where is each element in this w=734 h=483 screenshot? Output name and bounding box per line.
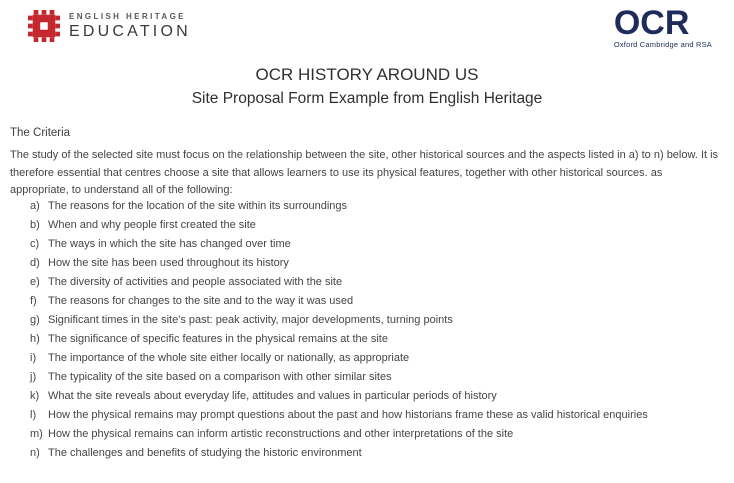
list-item-label: h) xyxy=(30,333,40,345)
list-item-text: What the site reveals about everyday life, attitudes and values in particular periods of history xyxy=(48,390,497,402)
list-item-text: The importance of the whole site either locally or nationally, as appropriate xyxy=(48,352,410,364)
list-item xyxy=(30,314,730,333)
list-item-label: c) xyxy=(30,238,40,250)
list-item xyxy=(30,295,730,314)
list-item-label: a) xyxy=(30,200,40,212)
english-heritage-name: ENGLISH HERITAGE xyxy=(69,12,186,21)
list-item-text: How the physical remains can inform artistic reconstructions and other interpretations of the site xyxy=(48,428,514,440)
list-item xyxy=(30,390,730,409)
list-item xyxy=(30,409,730,428)
list-item-label: m) xyxy=(30,428,43,440)
list-item xyxy=(30,257,730,276)
list-item-label: i) xyxy=(30,352,37,364)
criteria-list xyxy=(30,200,730,466)
list-item xyxy=(30,333,730,352)
english-heritage-logo-text xyxy=(69,8,191,41)
list-item-label: g) xyxy=(30,314,40,326)
list-item-label: j) xyxy=(30,371,37,383)
list-item-text: The ways in which the site has changed over time xyxy=(48,238,291,250)
list-item-text: How the physical remains may prompt questions about the past and how historians frame these as valid historical enquiries xyxy=(48,409,648,421)
list-item xyxy=(30,276,730,295)
list-item xyxy=(30,200,730,219)
list-item-text: The reasons for changes to the site and to the way it was used xyxy=(48,295,354,307)
criteria-heading: The Criteria xyxy=(10,127,71,139)
list-item-text: The reasons for the location of the site within its surroundings xyxy=(48,200,347,212)
list-item xyxy=(30,447,730,466)
english-heritage-education-label: EDUCATION xyxy=(69,23,191,40)
title-block xyxy=(0,64,734,109)
header xyxy=(28,4,712,56)
english-heritage-logo-icon xyxy=(28,10,60,42)
list-item-text: The typicality of the site based on a comparison with other similar sites xyxy=(48,371,392,383)
list-item-text: The challenges and benefits of studying the historic environment xyxy=(48,447,362,459)
list-item-text: The significance of specific features in the physical remains at the site xyxy=(48,333,388,345)
list-item xyxy=(30,428,730,447)
list-item-text: When and why people first created the site xyxy=(48,219,256,231)
list-item xyxy=(30,219,730,238)
criteria-intro: The study of the selected site must focus on the relationship between the site, other historical sources and the aspects listed in a) to n) below. It is therefore essential that centres choose a site that allows learners to use its physical features, together with other historical sources. as appropriate, to understand all of the following: xyxy=(10,149,719,196)
ocr-logo-text: OCR xyxy=(613,4,690,42)
list-item-text: How the site has been used throughout its history xyxy=(48,257,289,269)
page-title: OCR HISTORY AROUND US xyxy=(255,65,479,84)
list-item-label: b) xyxy=(30,219,40,231)
list-item-label: d) xyxy=(30,257,40,269)
list-item-label: l) xyxy=(30,409,37,421)
list-item-label: e) xyxy=(30,276,40,288)
list-item-text: The diversity of activities and people associated with the site xyxy=(48,276,343,288)
page-subtitle: Site Proposal Form Example from English Heritage xyxy=(191,90,543,107)
list-item xyxy=(30,238,730,257)
list-item-label: n) xyxy=(30,447,40,459)
list-item-label: k) xyxy=(30,390,40,402)
list-item xyxy=(30,371,730,390)
ocr-logo-tagline: Oxford Cambridge and RSA xyxy=(613,40,712,49)
english-heritage-logo xyxy=(28,8,191,42)
list-item-text: Significant times in the site's past: peak activity, major developments, turning points xyxy=(48,314,453,326)
ocr-logo xyxy=(613,4,712,49)
list-item-label: f) xyxy=(30,295,37,307)
list-item xyxy=(30,352,730,371)
